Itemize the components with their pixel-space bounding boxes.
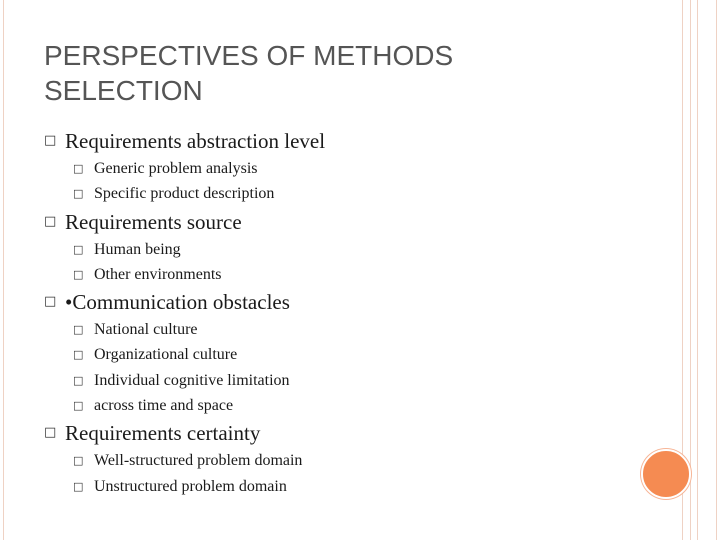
hollow-square-bullet-icon: □ <box>44 425 57 441</box>
slide-title <box>44 38 644 108</box>
right-frame-line <box>697 0 698 540</box>
hollow-square-bullet-icon: □ <box>73 187 84 201</box>
list-item <box>0 317 680 342</box>
list-item <box>0 181 680 206</box>
section-certainty <box>0 418 680 499</box>
hollow-square-bullet-icon: □ <box>73 323 84 337</box>
list-item <box>0 368 680 393</box>
list-item-label: Generic problem analysis <box>94 160 258 177</box>
slide-content <box>0 126 680 499</box>
list-item <box>0 237 680 262</box>
section-source <box>0 207 680 288</box>
section-heading <box>0 126 680 156</box>
slide-title-line2: SELECTION <box>44 75 203 106</box>
section-communication <box>0 287 680 418</box>
list-item-label: Individual cognitive limitation <box>94 371 290 389</box>
list-item-label: Organizational culture <box>94 346 238 364</box>
section-abstraction <box>0 126 680 207</box>
hollow-square-bullet-icon: □ <box>73 267 84 281</box>
list-item-label: National culture <box>94 321 198 339</box>
hollow-square-bullet-icon: □ <box>73 399 84 413</box>
list-item-label: Specific product description <box>94 185 275 203</box>
list-item-label: Other environments <box>94 265 222 283</box>
list-item-label: Well-structured problem domain <box>94 452 303 470</box>
hollow-square-bullet-icon: □ <box>73 242 84 256</box>
list-item <box>0 448 680 473</box>
hollow-square-bullet-icon: □ <box>44 294 57 310</box>
hollow-square-bullet-icon: □ <box>73 373 84 387</box>
hollow-square-bullet-icon: □ <box>44 213 57 229</box>
section-heading <box>0 207 680 237</box>
list-item <box>0 262 680 287</box>
list-item <box>0 156 680 181</box>
list-item <box>0 342 680 367</box>
hollow-square-bullet-icon: □ <box>73 162 84 175</box>
section-label: Requirements certainty <box>65 421 261 446</box>
hollow-square-bullet-icon: □ <box>73 479 84 493</box>
list-item <box>0 393 680 418</box>
right-frame-line <box>690 0 691 540</box>
section-heading <box>0 287 680 317</box>
right-frame-line <box>716 0 717 540</box>
section-label: Requirements abstraction level <box>65 129 326 153</box>
hollow-square-bullet-icon: □ <box>73 454 84 468</box>
slide-title-line1: PERSPECTIVES OF METHODS <box>44 40 454 71</box>
list-item-label: across time and space <box>94 397 234 415</box>
section-heading <box>0 418 680 448</box>
section-label: Requirements source <box>65 209 242 234</box>
section-label: •Communication obstacles <box>65 290 290 315</box>
list-item-label: Unstructured problem domain <box>94 477 287 495</box>
list-item-label: Human being <box>94 240 181 258</box>
hollow-square-bullet-icon: □ <box>73 348 84 362</box>
hollow-square-bullet-icon: □ <box>44 133 57 148</box>
list-item <box>0 474 680 499</box>
